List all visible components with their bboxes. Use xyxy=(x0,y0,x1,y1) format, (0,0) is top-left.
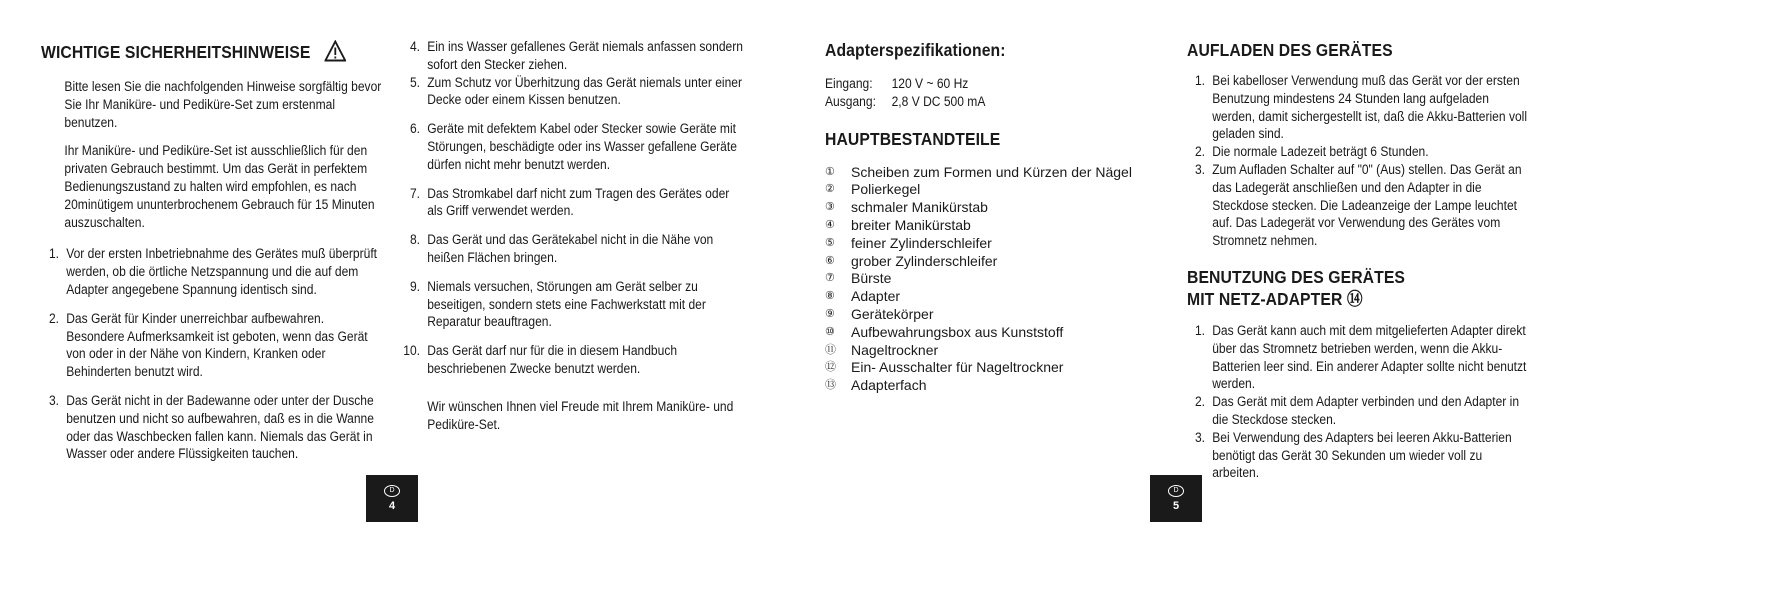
list-item: 10. Das Gerät darf nur für die in diesem Handbuch beschriebenen Zwecke benutzt werden. xyxy=(403,343,678,376)
safety-list xyxy=(402,38,747,109)
list-item: 1. Das Gerät kann auch mit dem mitgelieferten Adapter direkt über das Stromnetz betrieben werden, wenn die Akku-Batterien leer sind. Ein anderer Adapter sollte nicht benutzt werden. xyxy=(1194,322,1527,392)
page-number: 5 xyxy=(1172,500,1180,512)
list-item: 1. Vor der ersten Inbetriebnahme des Gerätes muß überprüft werden, ob die örtliche Netzspannung und die auf dem Adapter angegebene Spannung identisch sind. xyxy=(48,246,378,297)
list-item: 1. Bei kabelloser Verwendung muß das Gerät vor der ersten Benutzung mindestens 24 Stunden lang aufgeladen werden, damit sichergestellt ist, daß die Akku-Batterien voll geladen sind. xyxy=(1194,73,1528,142)
list-item: ⑫ Ein- Ausschalter für Nageltrockner xyxy=(825,359,1064,376)
charging-heading: AUFLADEN DES GERÄTES xyxy=(1187,40,1393,60)
safety-column-1 xyxy=(41,40,386,474)
adapter-specs xyxy=(825,75,1145,111)
list-item: 5. Zum Schutz vor Überhitzung das Gerät niemals unter einer Decke oder einem Kissen benutzen. xyxy=(409,74,743,108)
charging-list xyxy=(1187,72,1532,250)
list-item: ⑧ Adapter xyxy=(825,288,901,305)
safety-heading: WICHTIGE SICHERHEITSHINWEISE xyxy=(41,40,352,67)
charging-column xyxy=(1187,40,1532,482)
list-item: 3. Bei Verwendung des Adapters bei leeren Akku-Batterien benötigt das Gerät 30 Sekunden um wieder voll zu arbeiten. xyxy=(1194,429,1512,481)
intro-text xyxy=(64,78,385,231)
parts-list xyxy=(825,164,1145,395)
page-tab-4 xyxy=(366,475,418,522)
spec-row: Ausgang: 2,8 V DC 500 mA xyxy=(825,93,986,109)
safety-list xyxy=(402,120,747,378)
list-item: ② Polierkegel xyxy=(825,181,921,198)
adapter-use-heading: BENUTZUNG DES GERÄTES MIT NETZ-ADAPTER ⑭ xyxy=(1187,266,1406,309)
list-item: 4. Ein ins Wasser gefallenes Gerät niemals anfassen sondern sofort den Stecker ziehen. xyxy=(409,39,743,72)
warning-triangle-icon xyxy=(325,40,347,67)
list-item: 2. Das Gerät für Kinder unerreichbar aufbewahren. Besondere Aufmerksamkeit ist geboten, wenn das Gerät von oder in der Nähe von Kindern, Kranken oder Behinderten benutzt wird. xyxy=(48,310,368,380)
adapter-spec-heading: Adapterspezifikationen: xyxy=(825,40,1006,60)
safety-column-2 xyxy=(402,38,747,433)
specs-column xyxy=(825,40,1145,395)
intro-paragraph: Bitte lesen Sie die nachfolgenden Hinweise sorgfältig bevor Sie Ihr Maniküre- und Pediküre-Set zum erstenmal benutzen. xyxy=(64,79,382,130)
list-item: ⑬ Adapterfach xyxy=(825,377,927,394)
list-item: ⑤ feiner Zylinderschleifer xyxy=(825,234,992,251)
closing-text: Wir wünschen Ihnen viel Freude mit Ihrem Maniküre- und Pediküre-Set. xyxy=(427,398,734,432)
page-tab-5 xyxy=(1150,475,1202,522)
list-item: ⑦ Bürste xyxy=(825,270,892,287)
adapter-use-list xyxy=(1187,322,1532,482)
list-item: ⑪ Nageltrockner xyxy=(825,341,939,358)
list-item: 6. Geräte mit defektem Kabel oder Stecker sowie Geräte mit Störungen, beschädigte oder ins Wasser gefallene Geräte dürfen nicht mehr benutzt werden. xyxy=(409,121,737,172)
list-item: ③ schmaler Manikürstab xyxy=(825,199,988,216)
list-item: ④ breiter Manikürstab xyxy=(825,216,971,233)
language-badge: D xyxy=(384,485,400,497)
language-badge: D xyxy=(1168,485,1184,497)
list-item: 3. Zum Aufladen Schalter auf "0" (Aus) stellen. Das Gerät an das Ladegerät anschließen und den Adapter in die Steckdose stecken. Die Ladeanzeige der Lampe leuchtet auf. Das Ladegerät vor Verwendung des Gerätes vom Stromnetz nehmen. xyxy=(1194,161,1522,249)
list-item: 7. Das Stromkabel darf nicht zum Tragen des Gerätes oder als Griff verwendet werden. xyxy=(409,185,730,219)
parts-heading: HAUPTBESTANDTEILE xyxy=(825,128,1001,149)
list-item: 8. Das Gerät und das Gerätekabel nicht in die Nähe von heißen Flächen bringen. xyxy=(409,232,714,265)
page-number: 4 xyxy=(388,500,396,512)
list-item: ⑥ grober Zylinderschleifer xyxy=(825,252,998,269)
intro-paragraph: Ihr Maniküre- und Pediküre-Set ist ausschließlich für den privaten Gebrauch bestimmt. Um das Gerät in perfektem Bedienungszustand zu halten wird empfohlen, es nach 20minütigem ununterbrochenem Gebrauch für 15 Minuten auszuschalten. xyxy=(64,143,375,230)
list-item: ⑨ Gerätekörper xyxy=(825,305,934,322)
list-item: 2. Die normale Ladezeit beträgt 6 Stunden. xyxy=(1194,144,1429,160)
list-item: 3. Das Gerät nicht in der Badewanne oder unter der Dusche benutzen und nicht so aufbewahren, daß es in die Wanne oder das Waschbecken fallen kann. Niemals das Gerät in Wasser oder andere Flüssigkeiten tauchen. xyxy=(48,392,374,462)
safety-list xyxy=(41,245,386,463)
list-item: ⑩ Aufbewahrungsbox aus Kunststoff xyxy=(825,323,1064,340)
list-item: ① Scheiben zum Formen und Kürzen der Nägel xyxy=(825,163,1132,180)
spec-row: Eingang: 120 V ~ 60 Hz xyxy=(825,76,969,91)
list-item: 2. Das Gerät mit dem Adapter verbinden und den Adapter in die Steckdose stecken. xyxy=(1194,394,1520,427)
list-item: 9. Niemals versuchen, Störungen am Gerät selber zu beseitigen, sondern stets eine Fachwerkstatt mit der Reparatur beauftragen. xyxy=(409,278,706,330)
